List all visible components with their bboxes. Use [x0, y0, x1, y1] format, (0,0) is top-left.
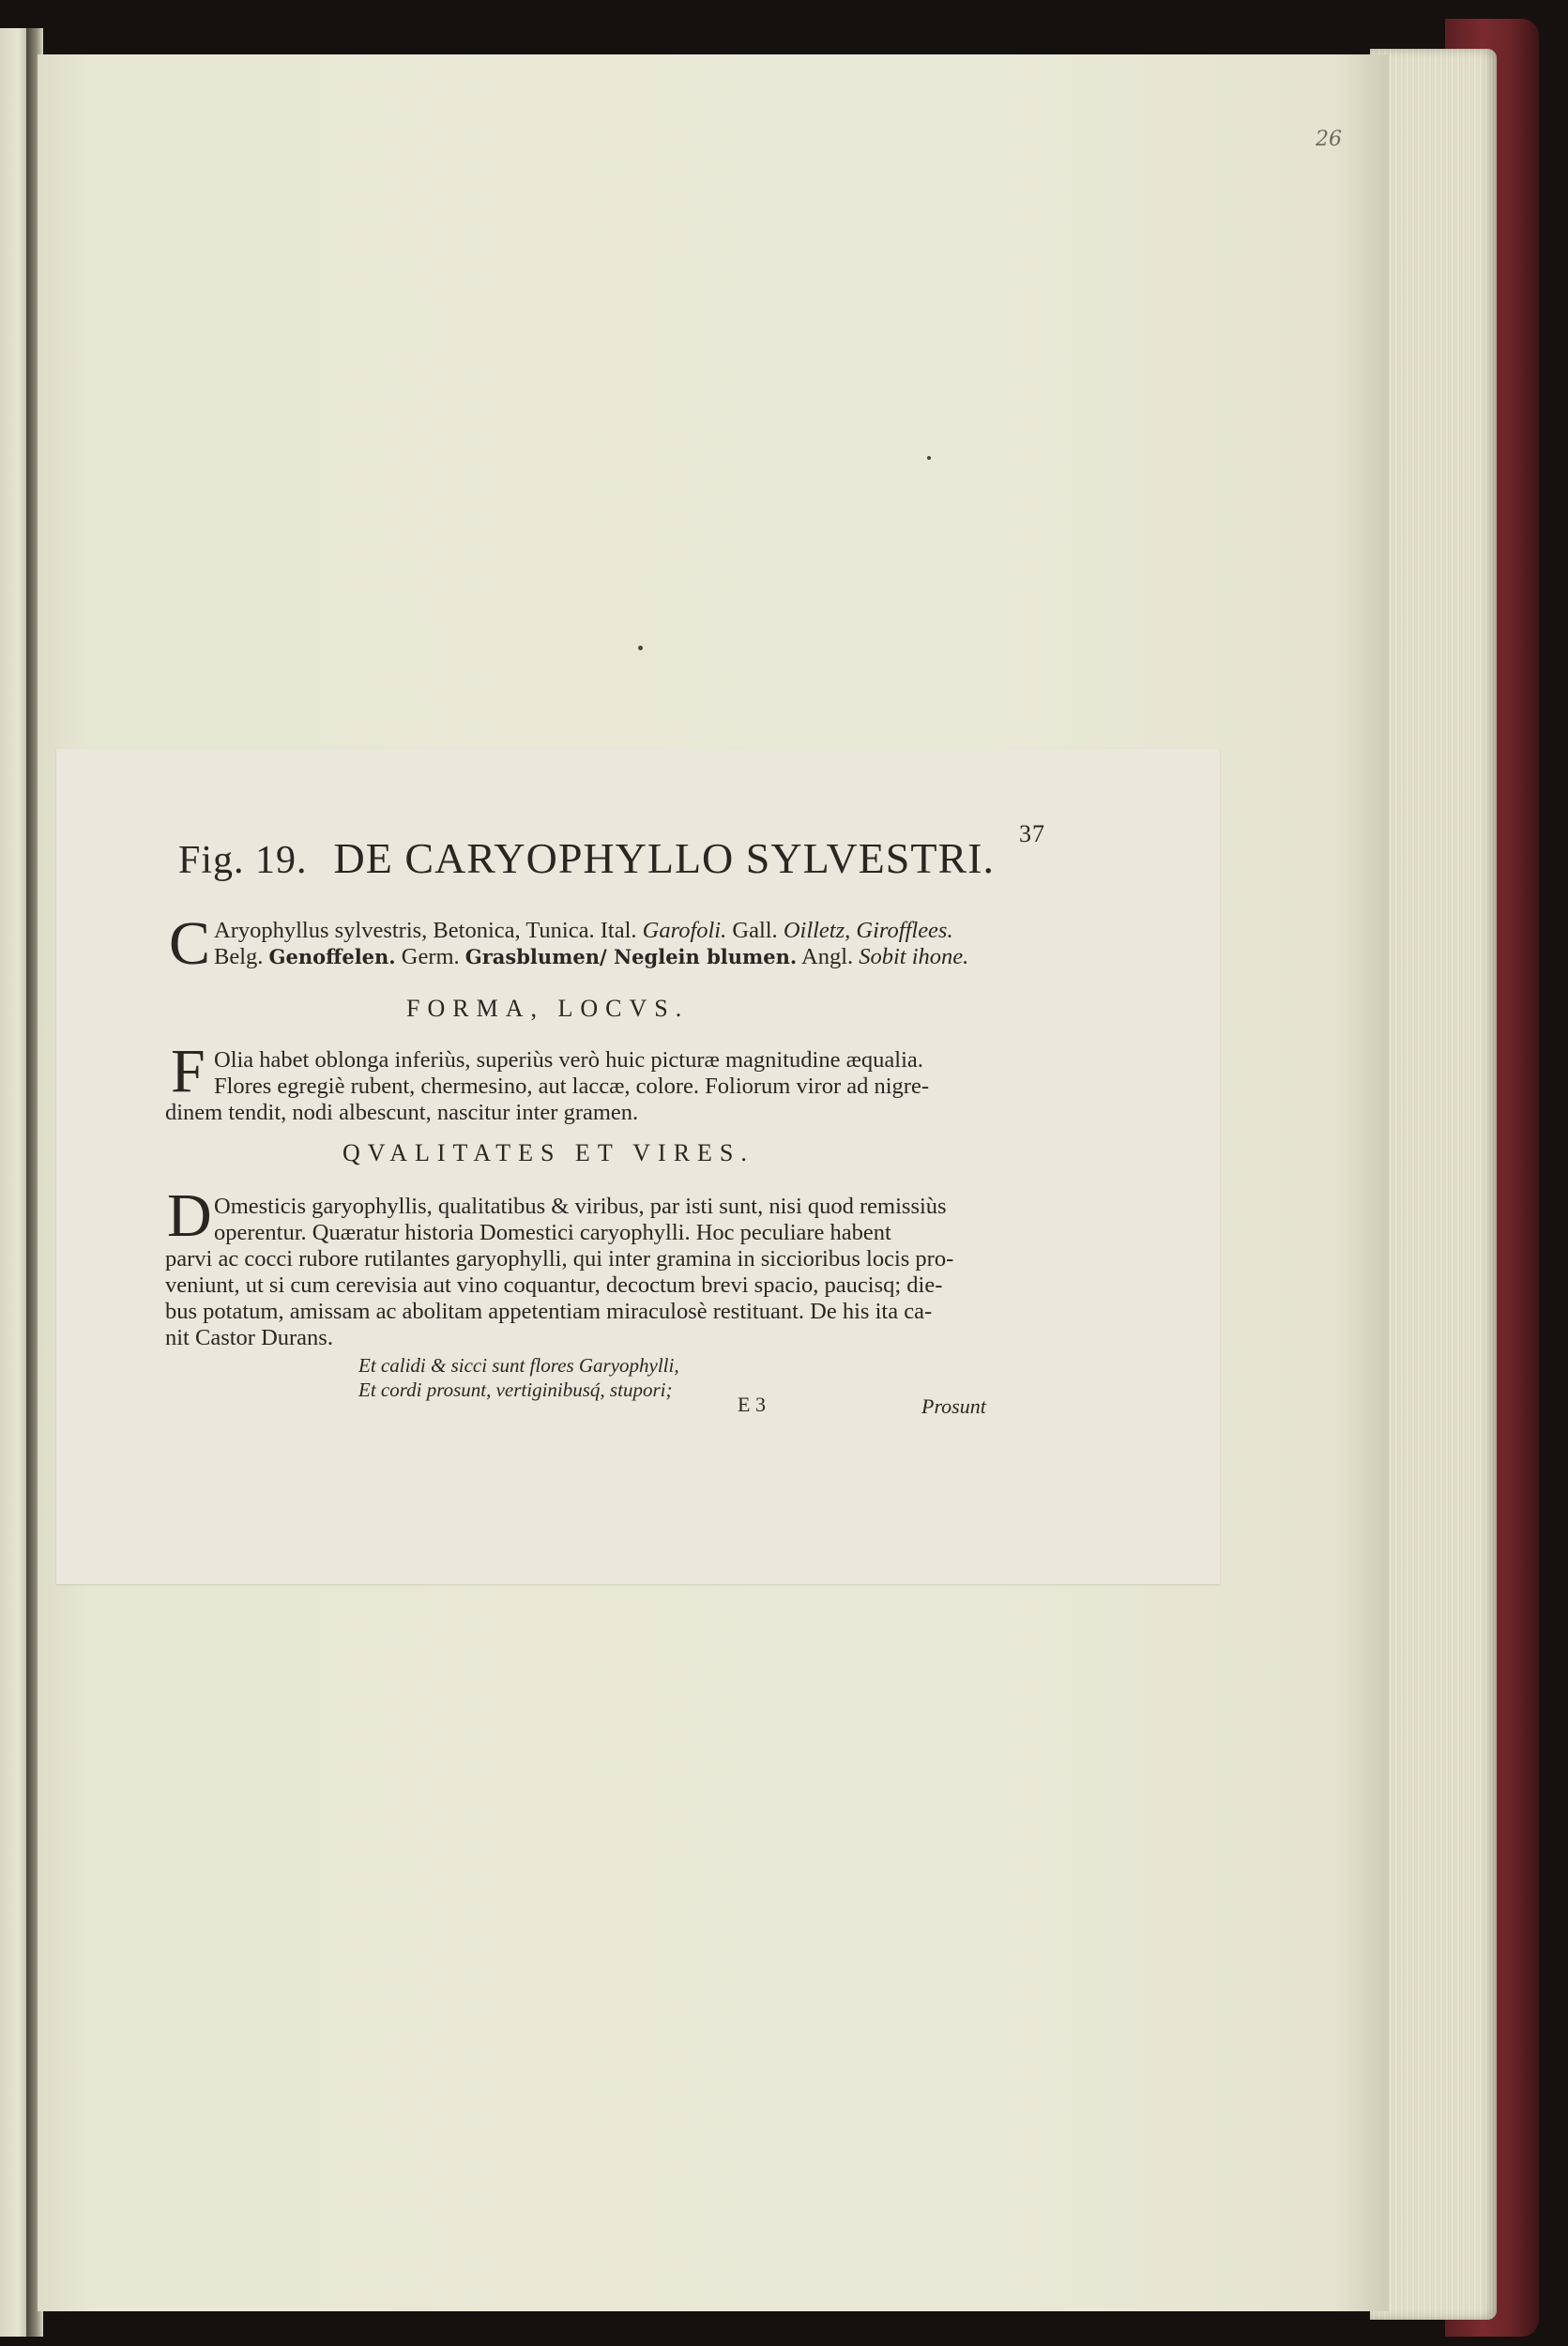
vires-line-2: operentur. Quæratur historia Domestici caryophylli. Hoc peculiare habent	[214, 1220, 891, 1245]
heading-forma-locus: FORMA, LOCVS.	[406, 995, 690, 1022]
forma-line-1: Olia habet oblonga inferiùs, superiùs verò huic picturæ magnitudine æqualia.	[214, 1047, 923, 1073]
vires-line-4: veniunt, ut si cum cerevisia aut vino coquantur, decoctum brevi spacio, paucisq; die-	[165, 1272, 943, 1298]
slip-title	[178, 820, 1045, 883]
title-text: DE CARYOPHYLLO SYLVESTRI.	[333, 834, 995, 882]
paper-speck	[927, 456, 931, 460]
vires-line-1: Omesticis garyophyllis, qualitatibus & viribus, par isti sunt, nisi quod remissiùs	[214, 1194, 947, 1219]
dropcap-c: C	[169, 909, 211, 978]
dropcap-f: F	[171, 1037, 206, 1105]
book-page	[38, 54, 1389, 2311]
names-line-1: Aryophyllus sylvestris, Betonica, Tunica. Ital. Garofoli. Gall. Oilletz, Girofflees.	[214, 918, 953, 943]
catchword: Prosunt	[921, 1394, 986, 1418]
sheet-number: 37	[1019, 820, 1045, 847]
vires-line-5: bus potatum, amissam ac abolitam appetentiam miraculosè restituant. De his ita ca-	[165, 1299, 933, 1324]
dropcap-d: D	[167, 1181, 212, 1250]
forma-line-3: dinem tendit, nodi albescunt, nascitur inter gramen.	[165, 1100, 639, 1125]
verse-line-2: Et cordi prosunt, vertiginibusq́, stupori;	[358, 1379, 673, 1401]
pasted-text-slip	[56, 749, 1220, 1584]
paper-speck	[638, 646, 643, 650]
verse-line-1: Et calidi & sicci sunt flores Garyophylli,	[358, 1354, 679, 1377]
forma-line-2: Flores egregiè rubent, chermesino, aut laccæ, colore. Foliorum viror ad nigre-	[214, 1074, 929, 1099]
vires-line-3: parvi ac cocci rubore rutilantes garyophylli, qui inter gramina in siccioribus locis pro-	[165, 1246, 954, 1272]
names-line-2: Belg. Genoffelen. Germ. Grasblumen/ Neglein blumen. Angl. Sobit ihone.	[214, 944, 969, 969]
page-block-edges	[1370, 49, 1497, 2320]
signature-mark: E 3	[738, 1393, 766, 1416]
figure-label: Fig. 19.	[178, 839, 308, 882]
vires-line-6: nit Castor Durans.	[165, 1325, 333, 1350]
heading-qualitates: QVALITATES ET VIRES.	[343, 1139, 754, 1166]
page-number: 26	[1316, 128, 1342, 151]
